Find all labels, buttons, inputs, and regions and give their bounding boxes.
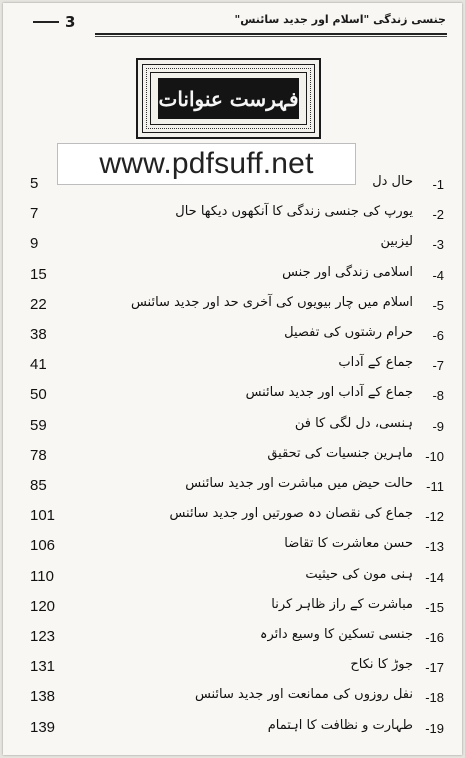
toc-page-number: 85 [30, 477, 47, 494]
toc-item-title: جماع کے آداب [338, 355, 413, 371]
toc-row [3, 203, 462, 231]
toc-page-number: 101 [30, 507, 56, 525]
toc-row [3, 535, 462, 563]
toc-item-title: حرام رشتوں کی تفصیل [284, 325, 413, 340]
toc-row [3, 596, 462, 624]
watermark: www.pdfsuff.net [57, 143, 356, 185]
contents-heading: فہرست عنوانات [158, 78, 299, 119]
toc-item-number: -6 [432, 328, 444, 343]
toc-item-number: -15 [425, 599, 444, 615]
toc-item-title: طہارت و نظافت کا اہتمام [267, 717, 413, 733]
book-page [3, 3, 462, 755]
toc-item-number: -19 [425, 720, 444, 736]
toc-item-title: ہنسی، دل لگی کا فن [294, 415, 413, 431]
toc-row [3, 445, 462, 473]
toc-page-number: 50 [30, 386, 47, 404]
toc-page-number: 110 [30, 567, 54, 585]
toc-page-number: 123 [30, 628, 56, 645]
header-rule-thin [95, 36, 447, 37]
toc-item-title: لیزبین [380, 234, 413, 250]
toc-item-title: ماہرین جنسیات کی تحقیق [267, 445, 413, 461]
toc-row [3, 656, 462, 684]
toc-row [3, 384, 462, 412]
toc-item-number: -16 [425, 630, 444, 645]
toc-row [3, 626, 462, 654]
toc-item-number: -8 [432, 388, 444, 404]
toc-page-number: 7 [30, 205, 39, 223]
toc-page-number: 5 [30, 175, 39, 192]
toc-page-number: 9 [30, 235, 39, 253]
toc-row [3, 354, 462, 382]
toc-page-number: 131 [30, 658, 56, 676]
toc-page-number: 41 [30, 356, 47, 374]
toc-item-title: مباشرت کے راز ظاہر کرنا [271, 596, 413, 612]
toc-item-number: -1 [432, 177, 444, 192]
toc-item-number: -3 [432, 237, 444, 253]
toc-row [3, 264, 462, 292]
toc-item-number: -12 [425, 509, 444, 525]
toc-item-title: جنسی تسکین کا وسیع دائرہ [259, 627, 413, 642]
page-number: 3 [65, 13, 76, 31]
toc-page-number: 78 [30, 446, 47, 464]
toc-item-number: -2 [432, 207, 444, 223]
heading-frame [136, 58, 321, 139]
toc-item-title: جوڑ کا نکاح [350, 657, 413, 673]
toc-item-title: اسلامی زندگی اور جنس [282, 264, 413, 280]
toc-item-title: یورپ کی جنسی زندگی کا آنکھوں دیکھا حال [175, 204, 413, 220]
toc-page-number: 138 [30, 688, 56, 706]
toc-page-number: 22 [30, 295, 47, 313]
toc-row [3, 686, 462, 714]
toc-row [3, 294, 462, 322]
toc-item-number: -4 [432, 267, 444, 283]
toc-item-number: -7 [432, 358, 444, 374]
toc-page-number: 38 [30, 326, 47, 343]
toc-row [3, 415, 462, 443]
running-header [3, 3, 462, 37]
toc-item-number: -5 [432, 297, 444, 313]
toc-page-number: 106 [30, 537, 56, 555]
toc-item-number: -9 [432, 418, 444, 434]
toc-page-number: 120 [30, 597, 56, 615]
toc-page-number: 59 [30, 416, 47, 434]
toc-page-number: 139 [30, 718, 56, 736]
toc-row [3, 173, 462, 201]
header-rule [95, 33, 447, 35]
toc-item-number: -13 [425, 539, 444, 555]
toc-item-title: اسلام میں چار بیویوں کی آخری حد اور جدید سائنس [130, 294, 413, 310]
toc-row [3, 475, 462, 503]
toc-item-title: جماع کی نقصان دہ صورتیں اور جدید سائنس [169, 506, 413, 522]
toc-row [3, 566, 462, 594]
toc-item-number: -11 [426, 479, 444, 494]
toc-item-title: نفل روزوں کی ممانعت اور جدید سائنس [194, 687, 413, 703]
toc-row [3, 324, 462, 352]
toc-item-number: -17 [425, 660, 444, 676]
toc-item-number: -18 [425, 690, 444, 706]
toc-item-title: ہنی مون کی حیثیت [305, 566, 413, 582]
book-title: جنسی زندگی "اسلام اور جدید سائنس" [234, 13, 446, 26]
header-dash [33, 21, 59, 23]
toc-row [3, 505, 462, 533]
toc-item-title: حال دل [372, 174, 413, 189]
toc-page-number: 15 [30, 265, 47, 283]
toc-item-title: حالت حیض میں مباشرت اور جدید سائنس [185, 476, 413, 491]
toc-row [3, 717, 462, 745]
toc-item-title: حسن معاشرت کا تقاضا [284, 536, 413, 552]
toc-row [3, 233, 462, 261]
toc-item-number: -10 [425, 448, 444, 464]
toc-item-number: -14 [425, 569, 444, 585]
toc-item-title: جماع کے آداب اور جدید سائنس [245, 385, 413, 401]
